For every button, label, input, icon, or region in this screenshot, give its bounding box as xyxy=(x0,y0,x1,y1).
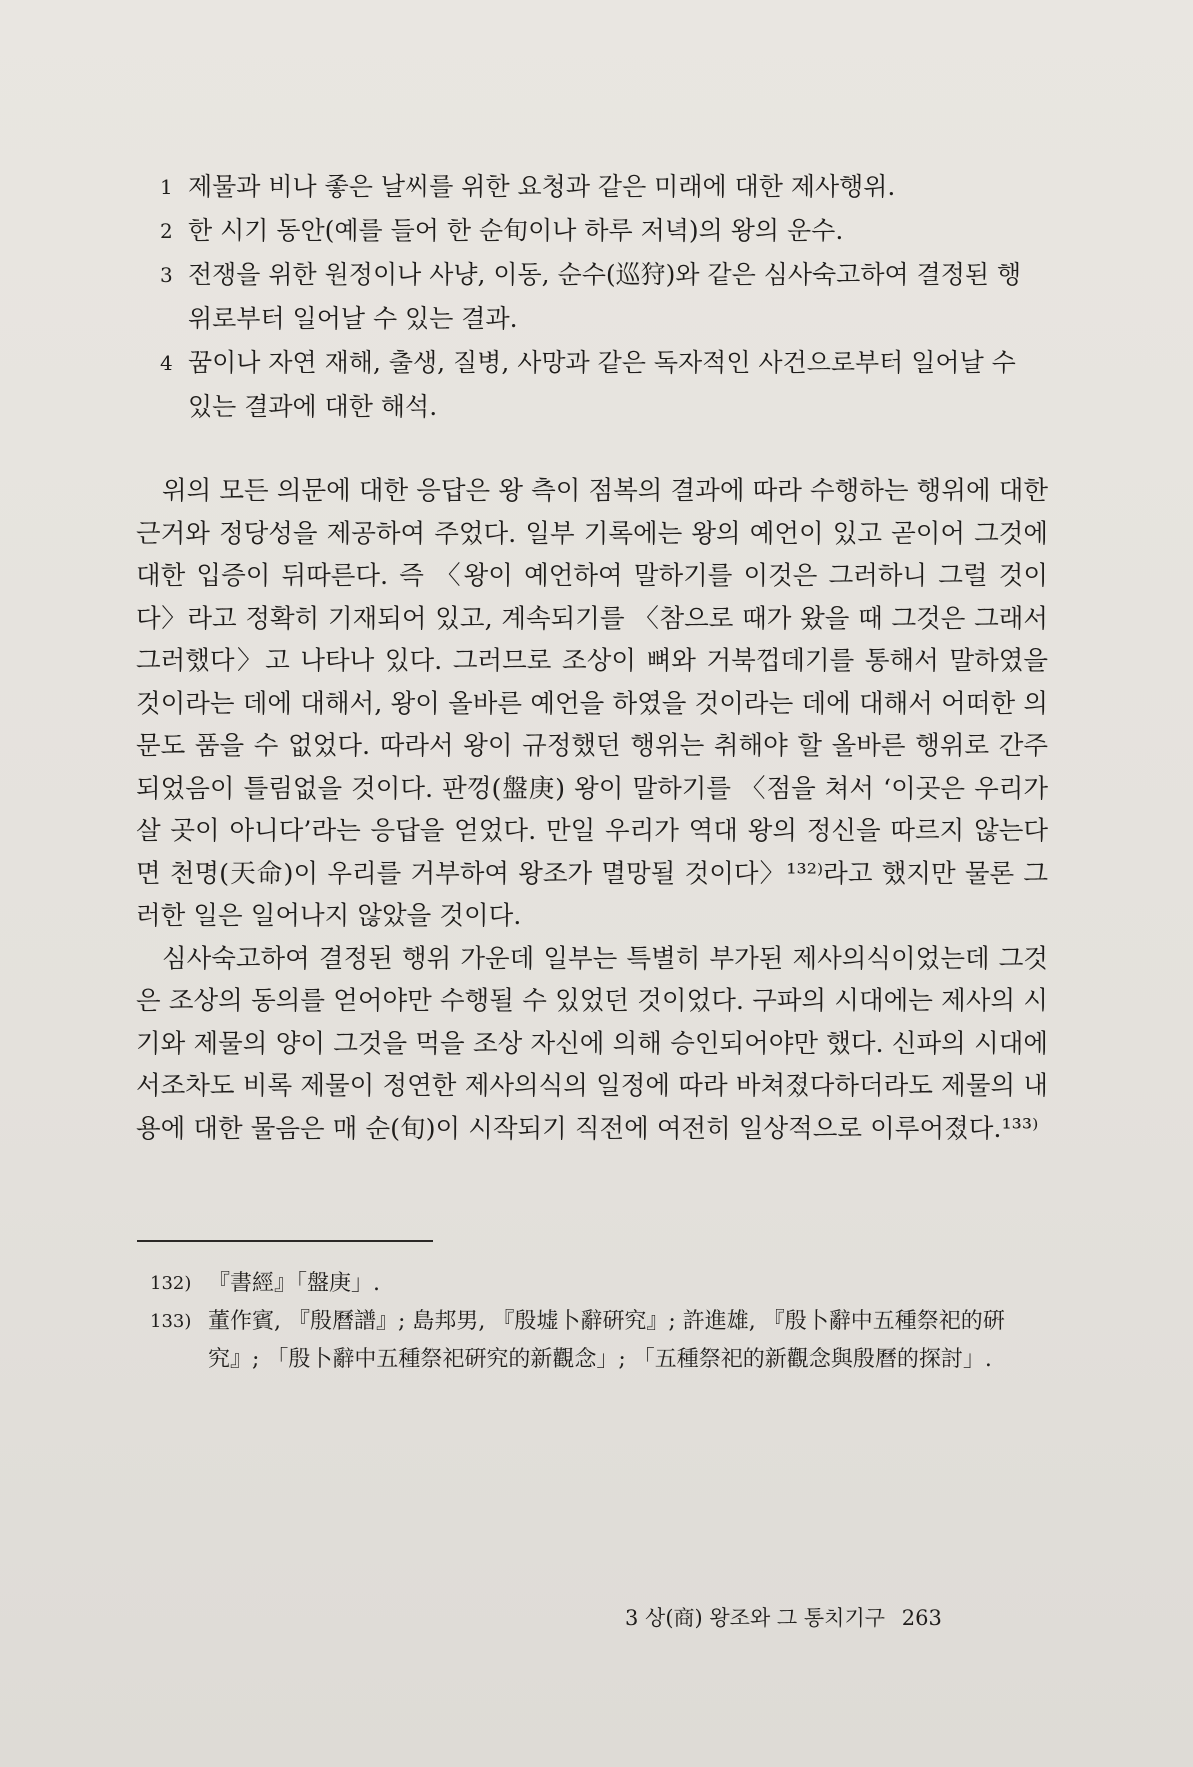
paragraph: 심사숙고하여 결정된 행위 가운데 일부는 특별히 부가된 제사의식이었는데 그것은 조상의 동의를 얻어야만 수행될 수 있었던 것이었다. 구파의 시대에는 제사의 시기와 제물의 양이 그것을 먹을 조상 자신에 의해 승인되어야만 했다. 신파의 시대에서조차도 비록 제물이 정연한 제사의식의 일정에 따라 바쳐졌다하더라도 제물의 내용에 대한 물음은 매 순(旬)이 시작되기 직전에 여전히 일상적으로 이루어졌다.¹³³⁾ xyxy=(136,943,1048,1144)
list-text: 한 시기 동안(예를 들어 한 순旬이나 하루 저녁)의 왕의 운수. xyxy=(188,216,844,245)
list-number: 3 xyxy=(160,263,173,287)
running-footer xyxy=(625,1602,952,1632)
footnotes xyxy=(150,1265,1050,1379)
list-item xyxy=(160,209,1040,253)
list-item xyxy=(160,253,1040,341)
list-text: 전쟁을 위한 원정이나 사냥, 이동, 순수(巡狩)와 같은 심사숙고하여 결정된 행위로부터 일어날 수 있는 결과. xyxy=(188,260,1022,333)
list-text: 제물과 비나 좋은 날씨를 위한 요청과 같은 미래에 대한 제사행위. xyxy=(188,172,896,201)
footnote xyxy=(150,1265,1050,1303)
chapter-title: 3 상(商) 왕조와 그 통치기구 xyxy=(625,1606,886,1630)
footnote-text: 『書經』「盤庚」. xyxy=(208,1271,380,1296)
footnote-text: 董作賓, 『殷曆譜』; 島邦男, 『殷墟卜辭硏究』; 許進雄, 『殷卜辭中五種祭祀的硏究』; 「殷卜辭中五種祭祀硏究的新觀念」; 「五種祭祀的新觀念與殷曆的探討」. xyxy=(208,1309,1005,1372)
footnote xyxy=(150,1303,1050,1379)
list-text: 꿈이나 자연 재해, 출생, 질병, 사망과 같은 독자적인 사건으로부터 일어날 수 있는 결과에 대한 해석. xyxy=(188,348,1016,421)
list-item xyxy=(160,341,1040,429)
footnote-number: 132) xyxy=(150,1273,192,1294)
footnote-divider xyxy=(137,1240,433,1242)
body-text xyxy=(136,470,1048,1150)
list-item xyxy=(160,165,1040,209)
list-number: 2 xyxy=(160,219,173,243)
footnote-number: 133) xyxy=(150,1311,192,1332)
paragraph: 위의 모든 의문에 대한 응답은 왕 측이 점복의 결과에 따라 수행하는 행위에 대한 근거와 정당성을 제공하여 주었다. 일부 기록에는 왕의 예언이 있고 곧이어 그것에 대한 입증이 뒤따른다. 즉 〈왕이 예언하여 말하기를 이것은 그러하니 그럴 것이다〉라고 정확히 기재되어 있고, 계속되기를 〈참으로 때가 왔을 때 그것은 그래서 그러했다〉고 나타나 있다. 그러므로 조상이 뼈와 거북껍데기를 통해서 말하였을 것이라는 데에 대해서, 왕이 올바른 예언을 하였을 것이라는 데에 대해서 어떠한 의문도 품을 수 없었다. 따라서 왕이 규정했던 행위는 취해야 할 올바른 행위로 간주되었음이 틀림없을 것이다. 판껑(盤庚) 왕이 말하기를 〈점을 쳐서 ‘이곳은 우리가 살 곳이 아니다’라는 응답을 얻었다. 만일 우리가 역대 왕의 정신을 따르지 않는다면 천명(天命)이 우리를 거부하여 왕조가 멸망될 것이다〉¹³²⁾라고 했지만 물론 그러한 일은 일어나지 않았을 것이다. xyxy=(136,476,1048,931)
page-number: 263 xyxy=(901,1606,942,1630)
list-number: 4 xyxy=(160,351,173,375)
list-number: 1 xyxy=(160,175,173,199)
numbered-list xyxy=(160,165,1040,429)
